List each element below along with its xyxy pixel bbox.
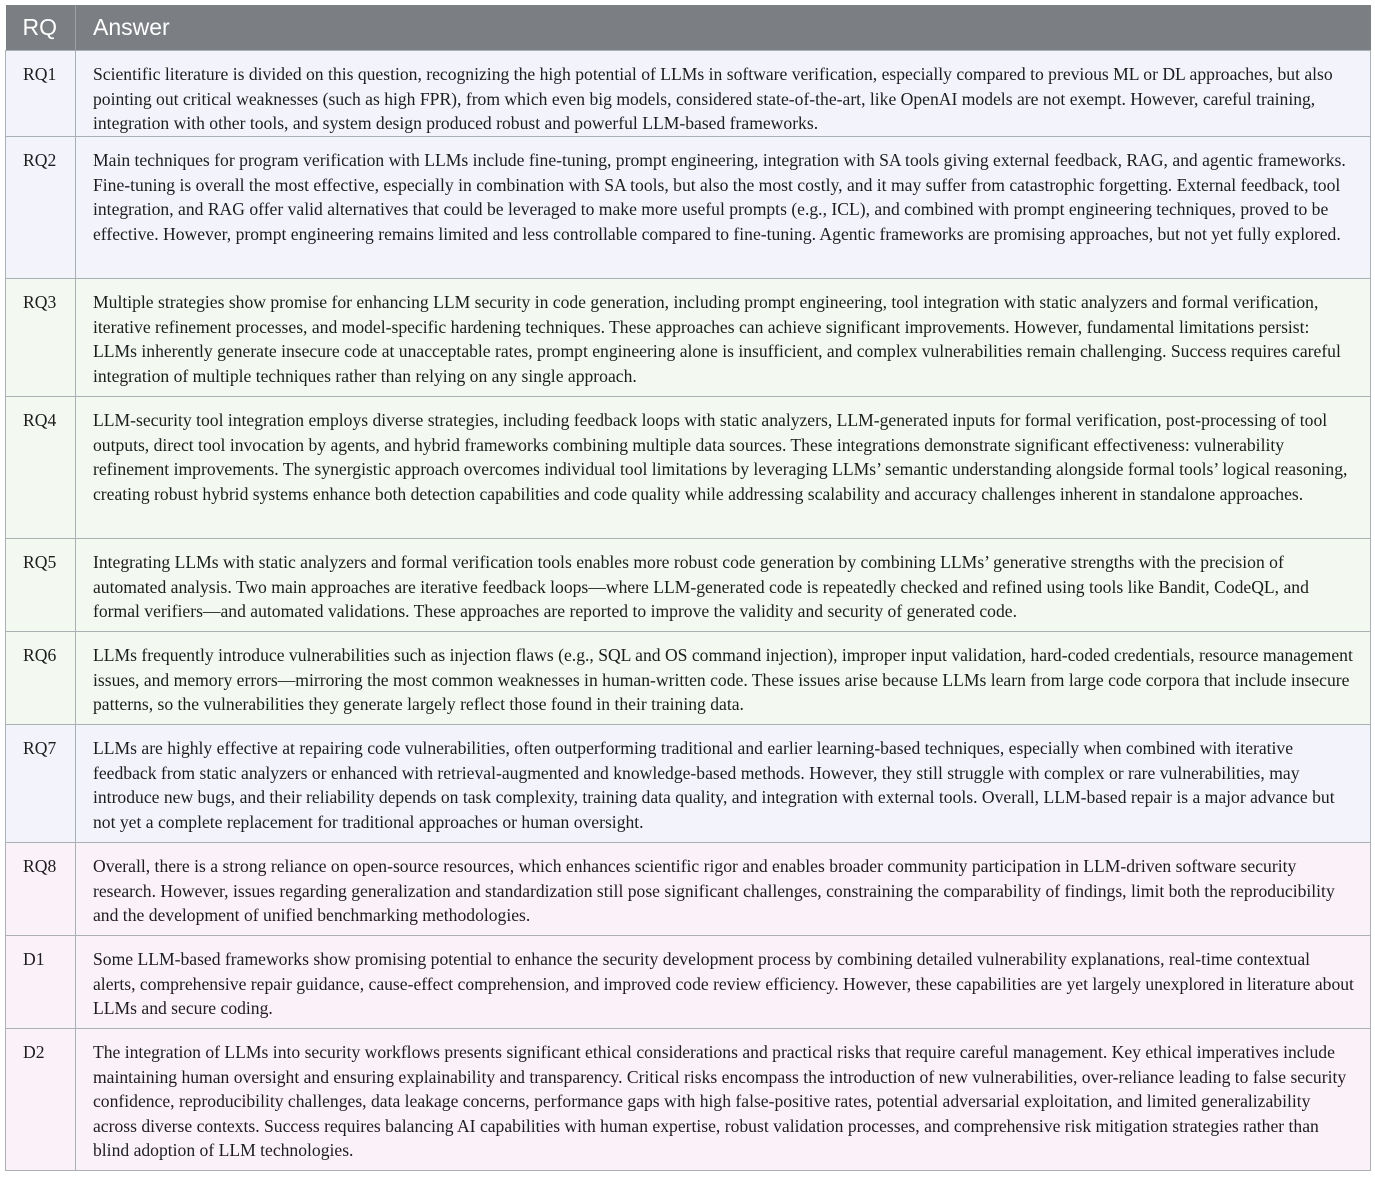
header-rq: RQ (6, 5, 76, 51)
table-body (6, 51, 1371, 1171)
rq-label: RQ4 (6, 397, 76, 539)
rq-label: RQ2 (6, 137, 76, 279)
rq-label: RQ5 (6, 539, 76, 632)
table-row (6, 1029, 1371, 1171)
rq-label: RQ6 (6, 632, 76, 725)
rq-label: RQ3 (6, 279, 76, 397)
rq-label: RQ7 (6, 725, 76, 843)
rq-label: D1 (6, 936, 76, 1029)
answer-text: Overall, there is a strong reliance on open-source resources, which enhances scientific rigor and enables broader community participation in LLM-driven software security research. However, issues regarding generalization and standardization still pose significant challenges, constraining the comparability of findings, limit both the reproducibility and the development of unified benchmarking methodologies. (76, 843, 1371, 936)
rq-answer-table-container (5, 5, 1370, 1171)
rq-answer-table (5, 5, 1371, 1171)
answer-text: LLMs frequently introduce vulnerabilities such as injection flaws (e.g., SQL and OS command injection), improper input validation, hard-coded credentials, resource management issues, and memory errors—mirroring the most common weaknesses in human-written code. These issues arise because LLMs learn from large code corpora that include insecure patterns, so the vulnerabilities they generate largely reflect those found in their training data. (76, 632, 1371, 725)
answer-text: LLM-security tool integration employs diverse strategies, including feedback loops with static analyzers, LLM-generated inputs for formal verification, post-processing of tool outputs, direct tool invocation by agents, and hybrid frameworks combining multiple data sources. These integrations demonstrate significant effectiveness: vulnerability refinement improvements. The synergistic approach overcomes individual tool limitations by leveraging LLMs’ semantic understanding alongside formal tools’ logical reasoning, creating robust hybrid systems enhance both detection capabilities and code quality while addressing scalability and accuracy challenges inherent in standalone approaches. (76, 397, 1371, 539)
header-row (6, 5, 1371, 51)
table-row (6, 843, 1371, 936)
answer-text: Some LLM-based frameworks show promising potential to enhance the security development process by combining detailed vulnerability explanations, real-time contextual alerts, comprehensive repair guidance, cause-effect comprehension, and improved code review efficiency. However, these capabilities are yet largely unexplored in literature about LLMs and secure coding. (76, 936, 1371, 1029)
table-row (6, 725, 1371, 843)
table-row (6, 397, 1371, 539)
answer-text: Integrating LLMs with static analyzers and formal verification tools enables more robust code generation by combining LLMs’ generative strengths with the precision of automated analysis. Two main approaches are iterative feedback loops—where LLM-generated code is repeatedly checked and refined using tools like Bandit, CodeQL, and formal verifiers—and automated validations. These approaches are reported to improve the validity and security of generated code. (76, 539, 1371, 632)
answer-text: Multiple strategies show promise for enhancing LLM security in code generation, including prompt engineering, tool integration with static analyzers and formal verification, iterative refinement processes, and model-specific hardening techniques. These approaches can achieve significant improvements. However, fundamental limitations persist: LLMs inherently generate insecure code at unacceptable rates, prompt engineering alone is insufficient, and complex vulnerabilities remain challenging. Success requires careful integration of multiple techniques rather than relying on any single approach. (76, 279, 1371, 397)
table-row (6, 279, 1371, 397)
answer-text: The integration of LLMs into security workflows presents significant ethical considerations and practical risks that require careful management. Key ethical imperatives include maintaining human oversight and ensuring explainability and transparency. Critical risks encompass the introduction of new vulnerabilities, over-reliance leading to false security confidence, reproducibility challenges, data leakage concerns, performance gaps with high false-positive rates, potential adversarial exploitation, and limited generalizability across diverse contexts. Success requires balancing AI capabilities with human expertise, robust validation processes, and comprehensive risk mitigation strategies rather than blind adoption of LLM technologies. (76, 1029, 1371, 1171)
header-answer: Answer (76, 5, 1371, 51)
table-row (6, 51, 1371, 137)
table-row (6, 137, 1371, 279)
answer-text: Main techniques for program verification with LLMs include fine-tuning, prompt engineering, integration with SA tools giving external feedback, RAG, and agentic frameworks. Fine-tuning is overall the most effective, especially in combination with SA tools, but also the most costly, and it may suffer from catastrophic forgetting. External feedback, tool integration, and RAG offer valid alternatives that could be leveraged to make more useful prompts (e.g., ICL), and combined with prompt engineering techniques, proved to be effective. However, prompt engineering remains limited and less controllable compared to fine-tuning. Agentic frameworks are promising approaches, but not yet fully explored. (76, 137, 1371, 279)
table-row (6, 936, 1371, 1029)
answer-text: Scientific literature is divided on this question, recognizing the high potential of LLMs in software verification, especially compared to previous ML or DL approaches, but also pointing out critical weaknesses (such as high FPR), from which even big models, considered state-of-the-art, like OpenAI models are not exempt. However, careful training, integration with other tools, and system design produced robust and powerful LLM-based frameworks. (76, 51, 1371, 137)
table-row (6, 632, 1371, 725)
rq-label: RQ1 (6, 51, 76, 137)
rq-label: RQ8 (6, 843, 76, 936)
table-row (6, 539, 1371, 632)
rq-label: D2 (6, 1029, 76, 1171)
table-header (6, 5, 1371, 51)
answer-text: LLMs are highly effective at repairing code vulnerabilities, often outperforming traditional and earlier learning-based techniques, especially when combined with iterative feedback from static analyzers or enhanced with retrieval-augmented and knowledge-based methods. However, they still struggle with complex or rare vulnerabilities, may introduce new bugs, and their reliability depends on task complexity, training data quality, and integration with external tools. Overall, LLM-based repair is a major advance but not yet a complete replacement for traditional approaches or human oversight. (76, 725, 1371, 843)
